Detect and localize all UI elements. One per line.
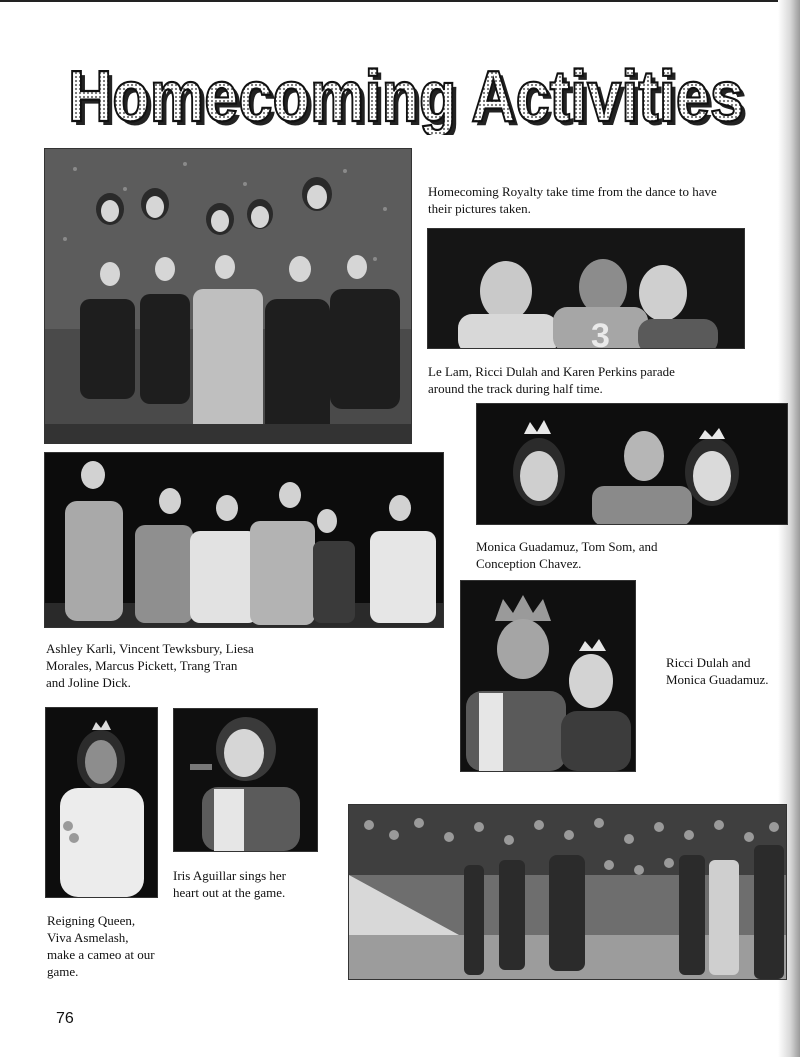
caption-court: Ashley Karli, Vincent Tewksbury, Liesa Morales, Marcus Pickett, Trang Tran and Joline Dick.	[46, 641, 254, 690]
photo-trio-night	[476, 403, 788, 525]
photo-singer	[173, 708, 318, 852]
svg-text:Homecoming Activities: Homecoming Activities	[72, 61, 748, 135]
photo-gym-crowd	[348, 804, 787, 980]
photo-reigning-queen	[45, 707, 158, 898]
caption-trio: Monica Guadamuz, Tom Som, and Conception Chavez.	[476, 539, 658, 571]
page-title	[62, 55, 752, 135]
caption-king-queen: Ricci Dulah and Monica Guadamuz.	[666, 655, 769, 687]
caption-parade: Le Lam, Ricci Dulah and Karen Perkins parade around the track during half time.	[428, 364, 675, 396]
photo-king-queen	[460, 580, 636, 772]
caption-reigning-queen: Reigning Queen, Viva Asmelash, make a cameo at our game.	[47, 913, 155, 979]
caption-singer: Iris Aguillar sings her heart out at the game.	[173, 868, 287, 900]
page-number: 76	[56, 1010, 74, 1027]
svg-text:3: 3	[591, 317, 610, 348]
page-top-rule	[0, 0, 800, 2]
svg-text:Homecoming Activities: Homecoming Activities	[68, 57, 744, 135]
photo-parade-trio	[427, 228, 745, 349]
photo-court-stage	[44, 452, 444, 628]
photo-royalty-group	[44, 148, 412, 444]
caption-royalty: Homecoming Royalty take time from the dance to have their pictures taken.	[428, 184, 717, 216]
